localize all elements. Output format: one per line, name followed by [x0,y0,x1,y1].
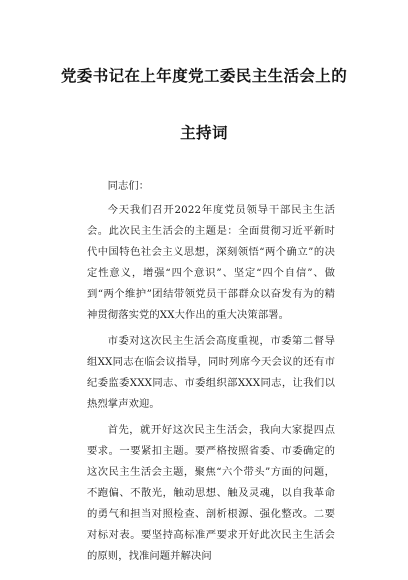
paragraph-intro: 今天我们召开2022年度党员领导干部民主生活会。此次民主生活会的主题是：全面贯彻习近平新时代中国特色社会主义思想，深刻领悟“两个确立”的决定性意义，增强“四个意识”、坚定“四个自信”、做到“两个维护”团结带领党员干部群众以奋发有为的精神贯彻落实党的XX大作出的重大决策部署。 [87,204,335,321]
paragraph-welcome: 市委对这次民主生活会高度重视，市委第二督导组XX同志在临会议指导，同时列席今天会议的还有市纪委监委XXX同志、市委组织部XXX同志，让我们以热烈掌声欢迎。 [87,335,335,410]
document-title-line2: 主持词 [180,124,228,142]
salutation: 同志们： [107,180,150,192]
document-title-line1: 党委书记在上年度党工委民主生活会上的 [60,67,348,85]
paragraph-requirements: 首先，就开好这次民主生活会，我向大家提四点要求。一要紧扣主题。要严格按照省委、市委确定的这次民主生活会主题，聚焦“六个带头”方面的问题，不跑偏、不散光，触动思想、触及灵魂，以自我革命的勇气和担当对照检查、剖析根源、强化整改。二要对标对表。要坚持高标准严要求开好此次民主生活会的原则，找准问题并解决问 [87,424,335,562]
document-body [87,176,335,572]
